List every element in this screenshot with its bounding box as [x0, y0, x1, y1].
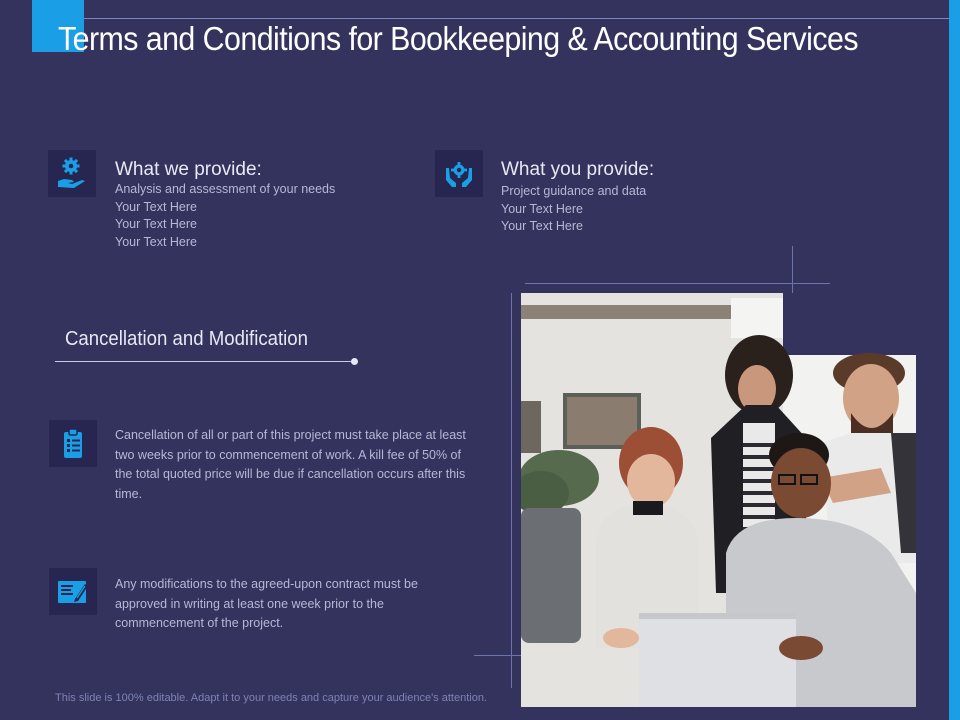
cancellation-underline-dot: [351, 358, 358, 365]
you-provide-icon-box: [435, 150, 483, 197]
we-provide-list: [115, 181, 335, 251]
we-provide-icon-box: [48, 150, 96, 197]
we-provide-line: Your Text Here: [115, 199, 197, 214]
footer-note: This slide is 100% editable. Adapt it to your needs and capture your audience's attention.: [55, 692, 487, 704]
we-provide-line: Your Text Here: [115, 234, 197, 249]
you-provide-line: Your Text Here: [501, 201, 583, 216]
right-accent-bar: [949, 0, 960, 720]
cancellation-underline: [55, 361, 353, 362]
cancellation-heading: Cancellation and Modification: [65, 328, 308, 350]
cancellation-paragraph: Cancellation of all or part of this project must take place at least two weeks prior to commencement of work. A kill fee of 50% of the total quoted price will be due if cancellation occurs after this time.: [115, 428, 466, 501]
we-provide-line: Your Text Here: [115, 217, 197, 231]
title-divider-line: [84, 18, 950, 19]
team-at-laptop-image: [521, 293, 916, 707]
you-provide-list: [501, 183, 646, 236]
modification-paragraph: Any modifications to the agreed-upon contract must be approved in writing at least one week prior to the commencement of the project.: [115, 577, 418, 630]
photo-frame-line-bottom: [474, 655, 524, 656]
team-photo: [521, 293, 916, 707]
hands-gear-icon: [441, 156, 477, 192]
clipboard-checklist-icon: [58, 428, 88, 460]
you-provide-line: Project guidance and data: [501, 184, 647, 198]
contract-signature-icon: [56, 577, 90, 607]
photo-frame-line-topright: [525, 283, 830, 284]
modification-icon-box: [49, 568, 97, 615]
you-provide-line: Your Text Here: [501, 219, 583, 233]
slide-title: Terms and Conditions for Bookkeeping & Accounting Services: [58, 20, 858, 57]
we-provide-heading: What we provide:: [115, 159, 262, 180]
photo-frame-line-left: [511, 293, 512, 688]
cancellation-icon-box: [49, 420, 97, 467]
you-provide-heading: What you provide:: [501, 159, 655, 180]
hand-gear-icon: [54, 156, 90, 192]
we-provide-line: Analysis and assessment of your needs: [115, 182, 336, 196]
